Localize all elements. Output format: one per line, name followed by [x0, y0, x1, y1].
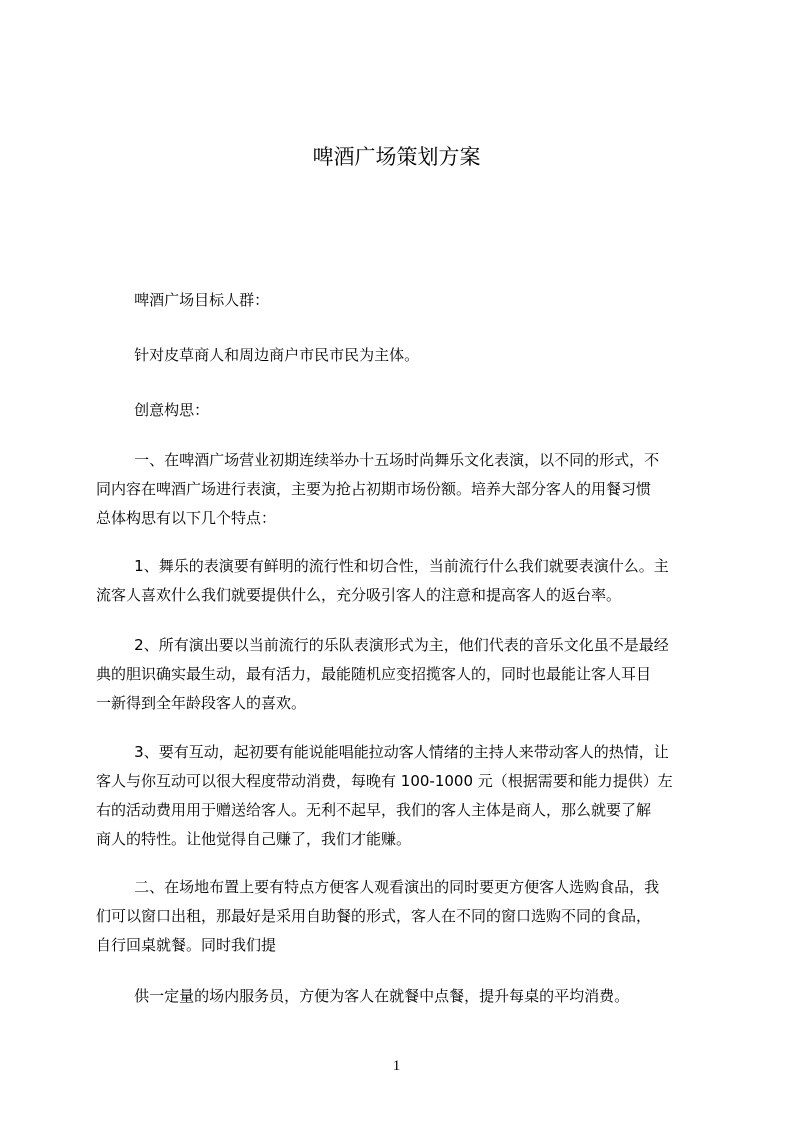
- paragraph-section-one: 一、在啤酒广场营业初期连续举办十五场时尚舞乐文化表演，以不同的形式，不 同内容在啤酒广场进行表演，主要为抢占初期市场份额。培养大部分客人的用餐习惯 总体构思有以下几个特点：: [96, 451, 660, 527]
- paragraph-target-audience: 针对皮草商人和周边商户市民市民为主体。: [96, 346, 420, 364]
- paragraph-section-two: 二、在场地布置上要有特点方便客人观看演出的同时要更方便客人选购食品，我 们可以窗口出租，那最好是采用自助餐的形式，客人在不同的窗口选购不同的食品， 自行回桌就餐。同时我们提: [96, 878, 660, 954]
- page-number: 1: [392, 1058, 401, 1074]
- paragraph-point-1: 1、舞乐的表演要有鲜明的流行性和切合性，当前流行什么我们就要表演什么。主 流客人喜欢什么我们就要提供什么，充分吸引客人的注意和提高客人的返台率。: [96, 557, 669, 604]
- document-title: 啤酒广场策划方案: [312, 145, 481, 169]
- paragraph-point-2: 2、所有演出要以当前流行的乐队表演形式为主，他们代表的音乐文化虽不是最经 典的胆识确实最生动，最有活力，最能随机应变招揽客人的，同时也最能让客人耳目 一新得到全年龄段客人的喜欢。: [96, 636, 669, 712]
- paragraph-point-3: 3、要有互动，起初要有能说能唱能拉动客人情绪的主持人来带动客人的热情，让 客人与你互动可以很大程度带动消费，每晚有 100-1000 元（根据需要和能力提供）左 右的活动费用用于赠送给客人。无利不起早，我们的客人主体是商人，那么就要了解 商人的特性。让他觉得自己赚了，我们才能赚。: [96, 743, 673, 848]
- paragraph-target-audience-heading: 啤酒广场目标人群：: [96, 291, 270, 309]
- paragraph-creative-heading: 创意构思：: [96, 401, 210, 419]
- paragraph-service-staff: 供一定量的场内服务员，方便为客人在就餐中点餐，提升每桌的平均消费。: [96, 987, 630, 1005]
